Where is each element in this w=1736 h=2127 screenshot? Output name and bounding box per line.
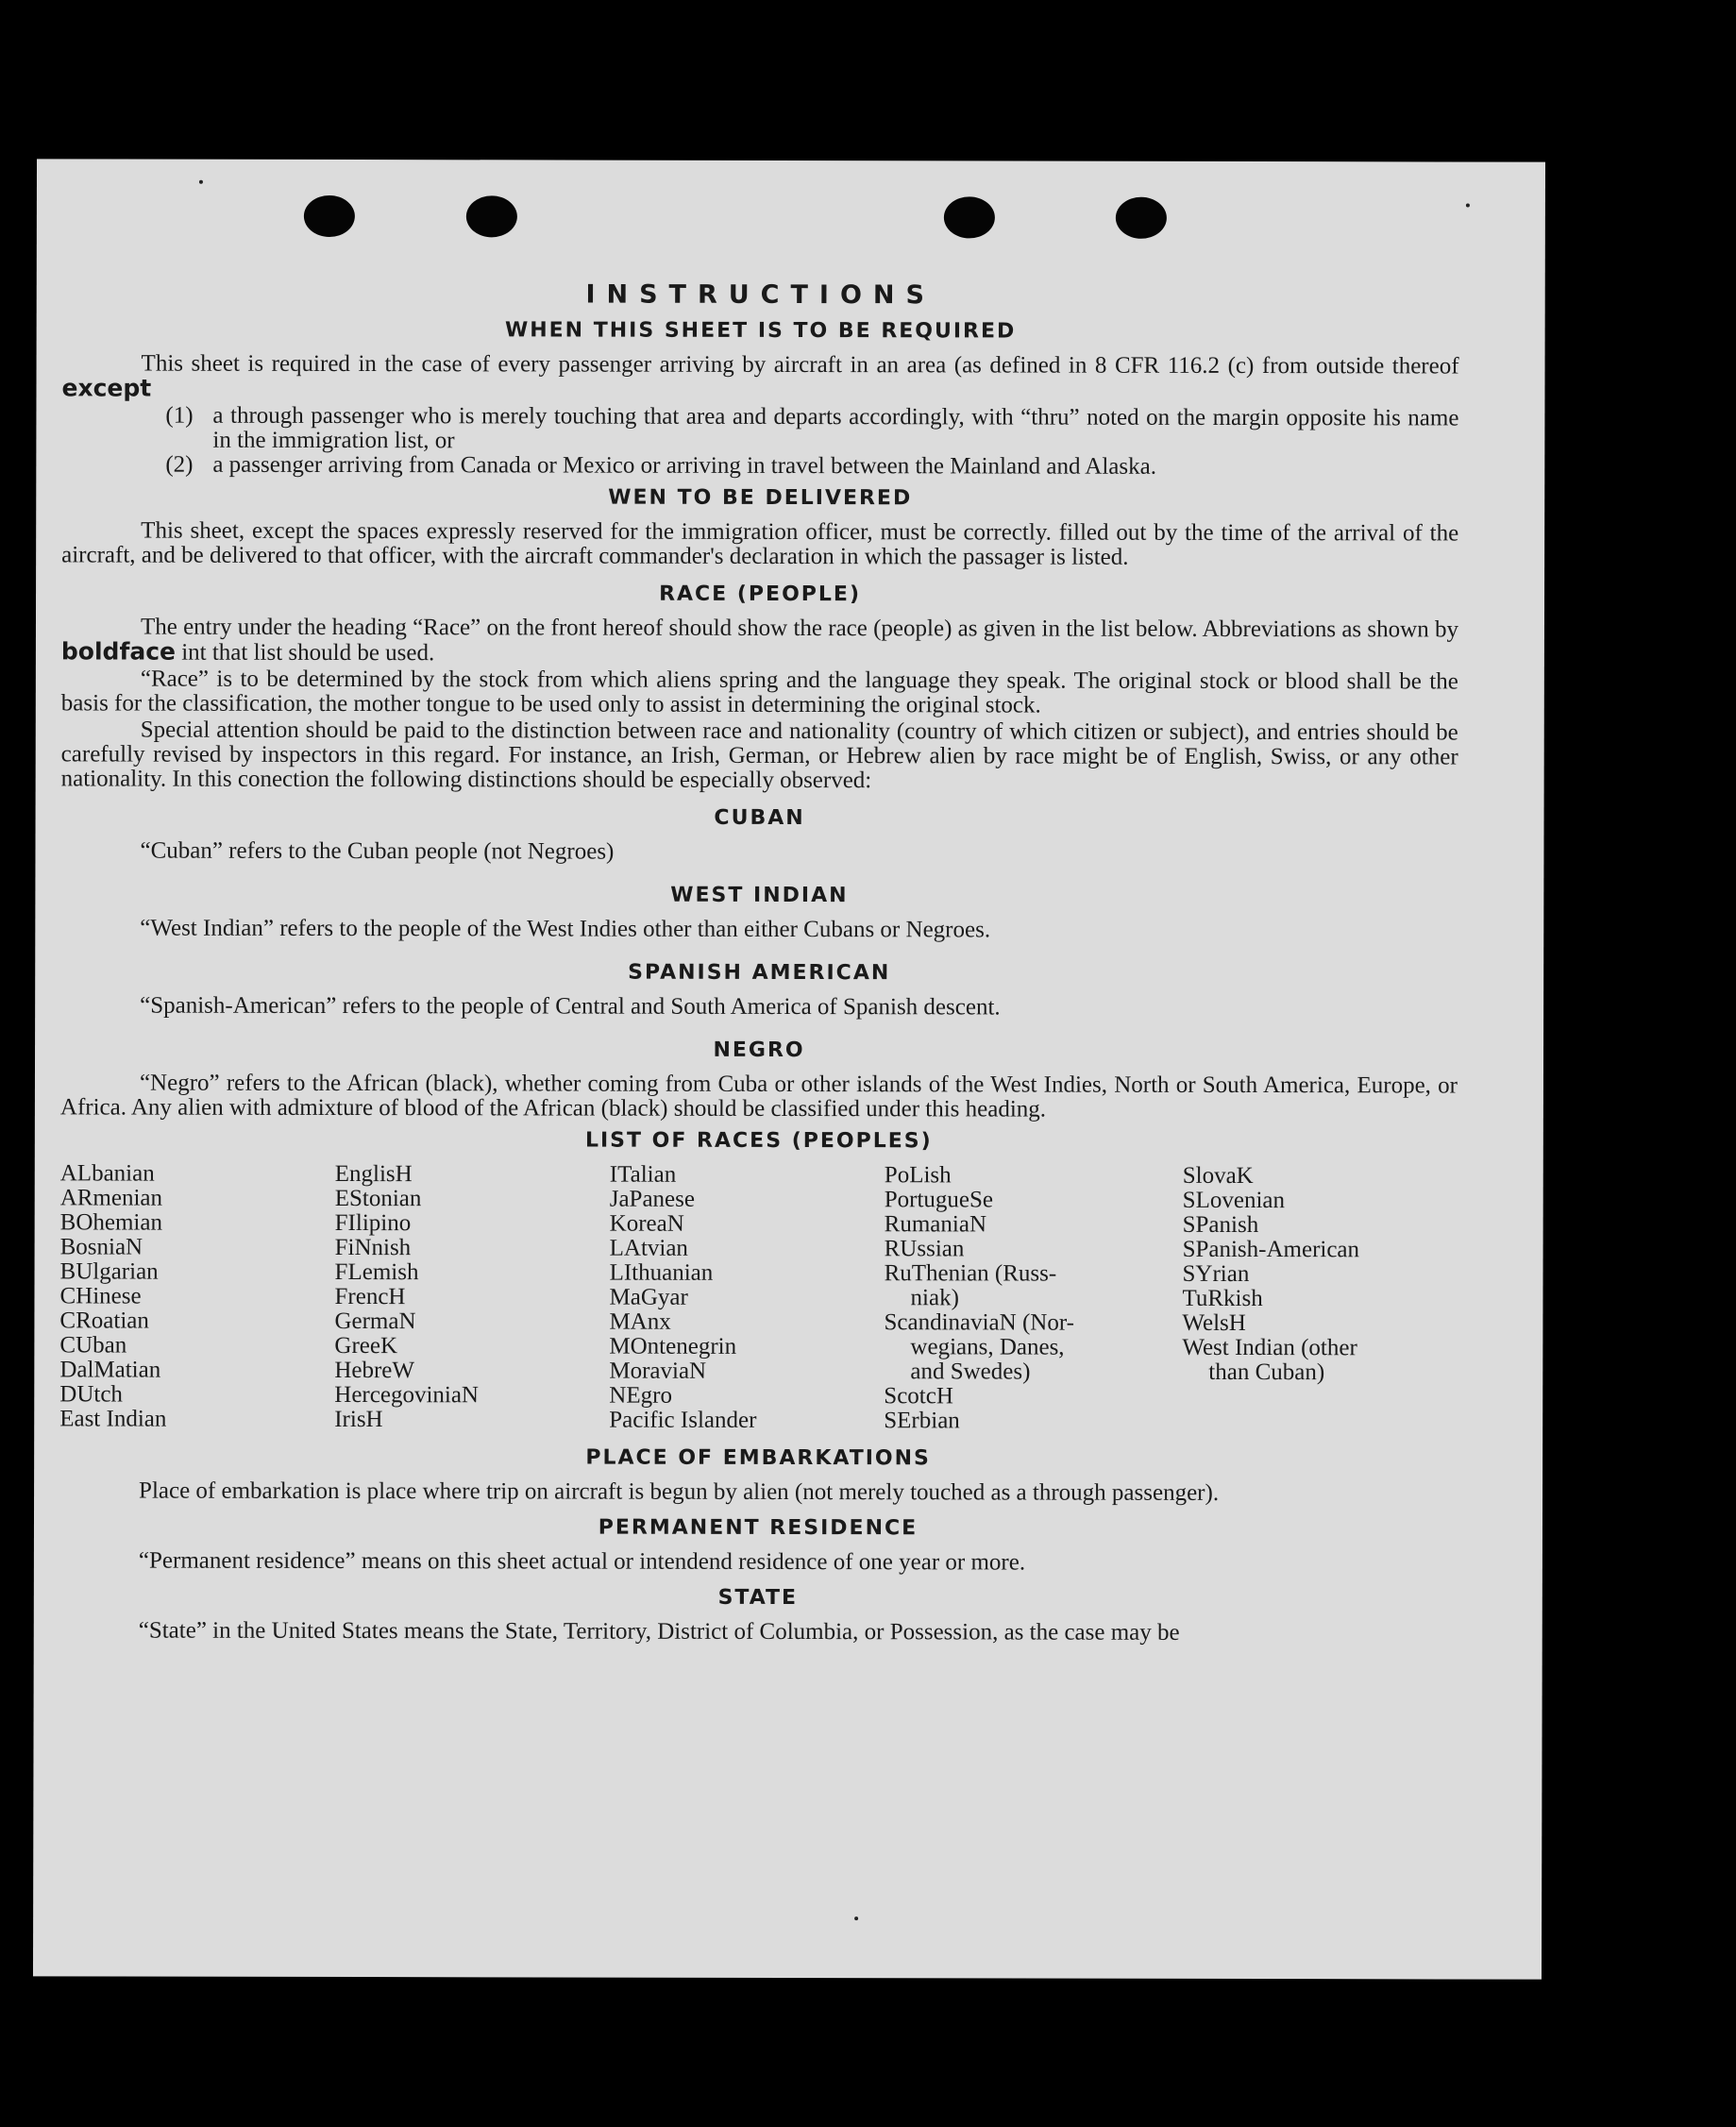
races-column [1182, 1164, 1458, 1435]
race-item: FIlipino [334, 1209, 412, 1237]
race-item: WelsH [1182, 1309, 1246, 1337]
paragraph: “Spanish-American” refers to the people of Central and South America of Spanish descent. [140, 992, 1001, 1021]
punch-hole [944, 196, 995, 238]
race-item: EnglisH [334, 1160, 413, 1188]
race-item: SYrian [1182, 1260, 1250, 1288]
section-heading: RACE (PEOPLE) [659, 582, 862, 607]
section-heading: LIST OF RACES (PEOPLES) [584, 1128, 933, 1154]
race-item: JaPanese [609, 1186, 696, 1212]
race-item: GermaN [334, 1308, 416, 1335]
race-item: HebreW [334, 1357, 415, 1384]
races-column [884, 1163, 1183, 1434]
paragraph: This sheet, except the spaces expressly reserved for the immigration officer, must be correctly. filled out by the time of the arrival of the aircraft, and be delivered to that officer, with the aircraft commander's declaration in which the passager is listed. [61, 517, 1459, 570]
paragraph: “State” in the United States means the State, Territory, District of Columbia, or Possession, as the case may be [138, 1617, 1180, 1646]
paragraph: Special attention should be paid to the distinction between race and nationality (country of which citizen or subject), and entries should be carefully revised by inspectors in this regard. For instance, an Irish, German, or Hebrew alien by race might be of English, Swiss, or any other nationality. In this conection the following distinctions should be especially observed: [60, 717, 1458, 794]
race-item: wegians, Danes, [910, 1334, 1065, 1360]
race-item: MaGyar [609, 1284, 688, 1310]
race-item: SlovaK [1182, 1162, 1254, 1190]
page-title: INSTRUCTIONS [585, 279, 935, 311]
race-item: FLemish [334, 1258, 419, 1286]
section-heading: WHEN THIS SHEET IS TO BE REQUIRED [504, 318, 1017, 344]
race-item: MoraviaN [609, 1358, 707, 1384]
race-item: ScotcH [884, 1383, 953, 1410]
race-item: IrisH [334, 1406, 383, 1433]
race-item: SPanish-American [1182, 1236, 1360, 1263]
race-item: HercegovinіaN [334, 1381, 480, 1409]
race-item: FrencH [334, 1283, 406, 1310]
speck [854, 1916, 858, 1920]
race-item: SPanish [1182, 1211, 1259, 1239]
section-heading: WEN TO BE DELIVERED [608, 485, 913, 511]
race-item: ARmenian [59, 1185, 163, 1211]
race-item: DalMatian [59, 1357, 161, 1383]
race-item: ScandinaviaN (Nor- [884, 1309, 1075, 1336]
race-item: ITalian [609, 1161, 677, 1188]
instructions-content [59, 281, 1459, 1647]
races-list [59, 1161, 1458, 1434]
race-item: FiNnish [334, 1234, 412, 1261]
section-heading: SPANISH AMERICAN [628, 960, 891, 986]
race-item: BOhemian [59, 1209, 163, 1236]
race-item: DUtch [59, 1381, 123, 1408]
race-item: MAnx [609, 1308, 671, 1335]
race-item: BUlgarian [59, 1258, 159, 1285]
race-item: MOntenegrin [609, 1333, 737, 1359]
race-item: than Cuban) [1208, 1359, 1325, 1386]
race-item: LAtvian [609, 1235, 688, 1261]
race-item: CUban [59, 1332, 127, 1359]
race-item: BosniaN [59, 1234, 143, 1260]
paragraph: “Permanent residence” means on this sheet actual or intendend residence of one year or more. [138, 1547, 1026, 1576]
race-item: RUssian [884, 1236, 965, 1262]
race-item: KoreaN [609, 1210, 684, 1237]
list-item: (2) a passenger arriving from Canada or Mexico or arriving in travel between the Mainland and Alaska. [165, 451, 1157, 480]
section-heading: PERMANENT RESIDENCE [598, 1515, 919, 1541]
paragraph: Place of embarkation is place where trip on aircraft is begun by alien (not merely touched as a through passenger). [139, 1477, 1220, 1506]
race-item: ALbanian [59, 1160, 155, 1187]
race-item: RuThenian (Russ- [884, 1260, 1057, 1287]
races-column [59, 1161, 335, 1432]
race-item: TuRkish [1182, 1285, 1263, 1312]
paragraph: “Race” is to be determined by the stock from which aliens spring and the language they speak. The original stock or blood shall be the basis for the classification, the mother tongue to be used only to assist in determining the original stock. [60, 666, 1458, 718]
race-item: Pacific Islander [609, 1407, 757, 1433]
race-item: West Indian (other [1182, 1334, 1357, 1361]
speck [199, 180, 203, 184]
race-item: NEgro [609, 1382, 672, 1409]
races-column [334, 1162, 610, 1433]
paragraph: “West Indian” refers to the people of the West Indies other than either Cubans or Negroes. [140, 915, 991, 943]
section-heading: WEST INDIAN [670, 883, 849, 908]
race-item: PortugueSe [884, 1187, 994, 1213]
section-heading: PLACE OF EMBARKATIONS [585, 1445, 931, 1471]
punch-hole [1116, 197, 1167, 239]
race-item: East Indian [59, 1406, 167, 1432]
race-item: PoLish [884, 1162, 952, 1189]
punch-hole [466, 195, 517, 237]
races-column [609, 1163, 885, 1434]
list-item: (1) a through passenger who is merely touching that area and departs accordingly, with “thru” noted on the margin opposite his name in the immigration list, or [165, 402, 1459, 454]
paragraph: The entry under the heading “Race” on the front hereof should show the race (people) as given in the list below. Abbreviations as shown by boldface int that list should be used. [60, 614, 1459, 667]
race-item: niak) [910, 1285, 959, 1311]
paragraph: “Cuban” refers to the Cuban people (not Negroes) [140, 837, 615, 865]
race-item: SErbian [884, 1408, 960, 1434]
race-item: RumaniaN [884, 1211, 987, 1238]
race-item: EStonian [334, 1185, 422, 1212]
race-item: and Swedes) [910, 1359, 1031, 1385]
race-item: CRoatian [59, 1308, 149, 1334]
race-item: LIthuanian [609, 1259, 714, 1286]
race-item: GreeK [334, 1332, 398, 1359]
section-heading: NEGRO [713, 1038, 805, 1063]
document-sheet [33, 159, 1545, 1979]
race-item: CHinese [59, 1283, 142, 1309]
punch-hole [304, 195, 355, 237]
section-heading: STATE [717, 1585, 799, 1611]
race-item: SLovenian [1182, 1187, 1286, 1214]
paragraph: This sheet is required in the case of every passenger arriving by aircraft in an area (as defined in 8 CFR 116.2 (c) from outside thereof except [61, 350, 1459, 402]
paragraph: “Negro” refers to the African (black), whether coming from Cuba or other islands of the West Indies, North or South America, Europe, or Africa. Any alien with admixture of blood of the African (black) should be classified under this heading. [59, 1070, 1458, 1123]
section-heading: CUBAN [714, 805, 805, 831]
speck [1466, 203, 1470, 207]
